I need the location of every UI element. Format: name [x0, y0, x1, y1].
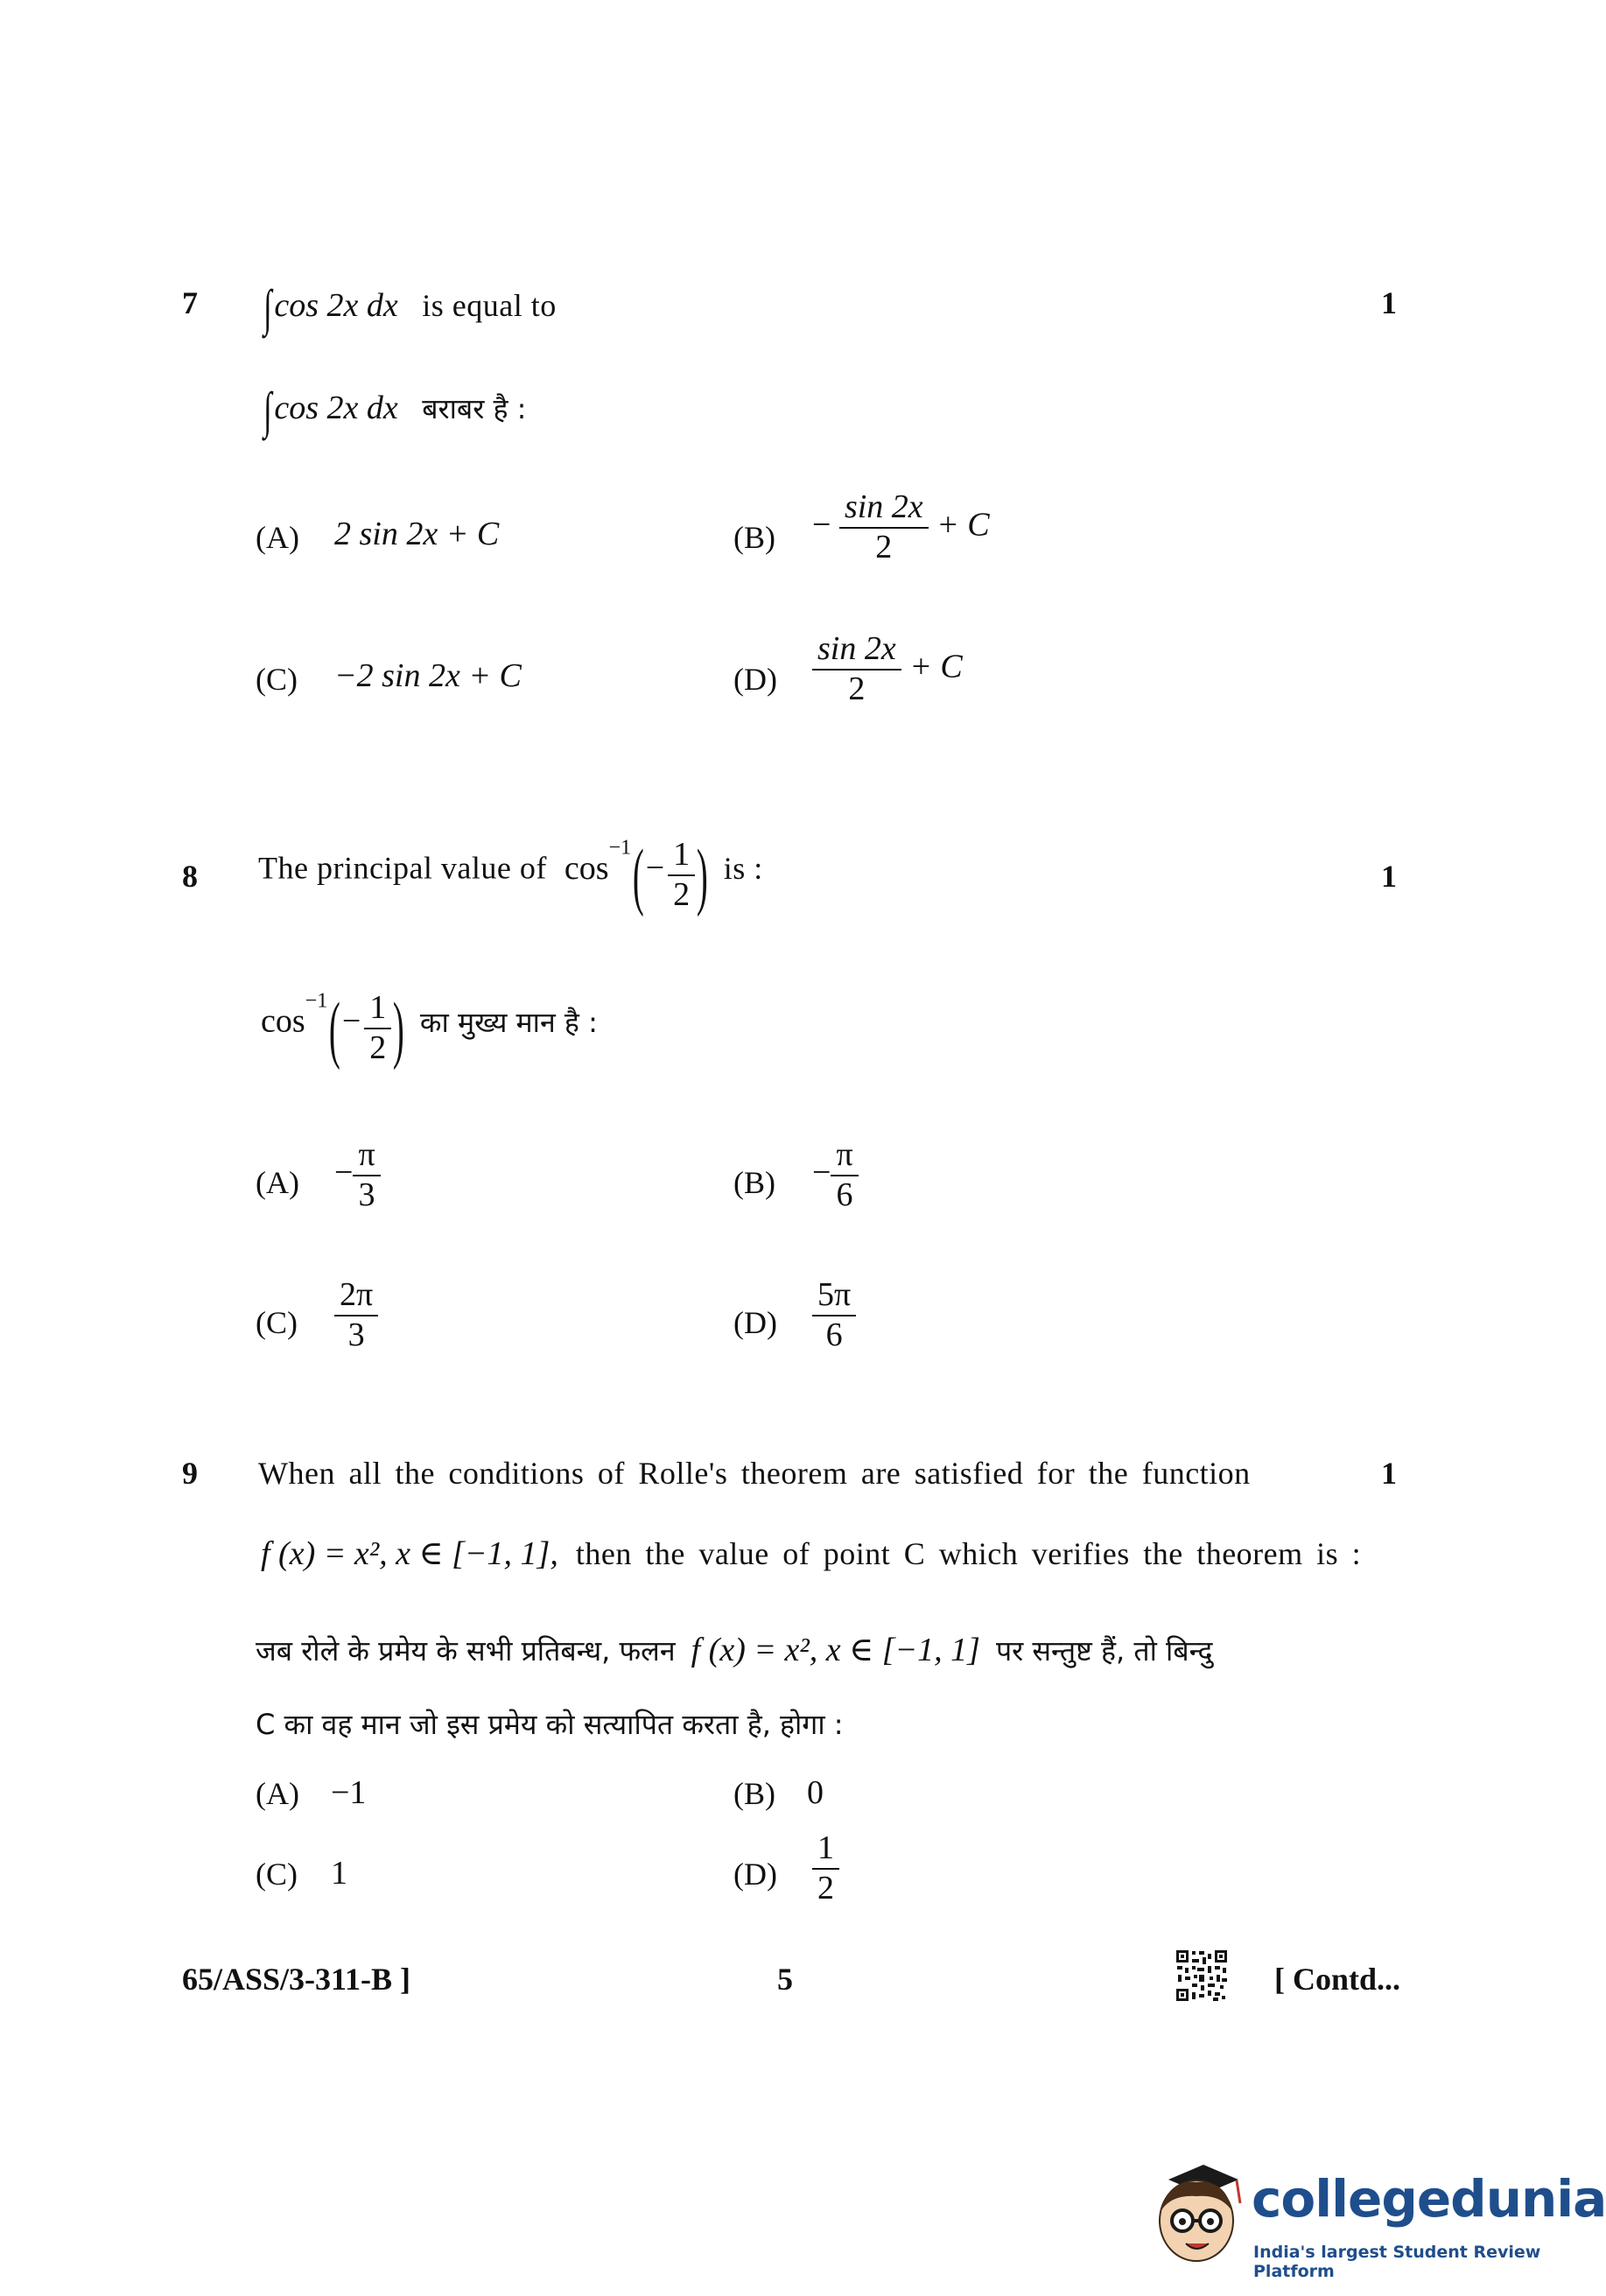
- q9-en-line2-row: [261, 1534, 1361, 1573]
- q9-option-c-label[interactable]: (C): [256, 1857, 298, 1892]
- q9-d-num: 1: [812, 1831, 839, 1870]
- q8-number: 8: [182, 859, 198, 894]
- q7-hi-text: बराबर है :: [422, 392, 527, 425]
- q9-hi-line1-a: जब रोले के प्रमेय के सभी प्रतिबन्ध, फलन: [256, 1634, 676, 1668]
- q7-option-b-label[interactable]: (B): [733, 520, 775, 555]
- q8-b-num: π: [831, 1138, 858, 1176]
- q8-sup: −1: [608, 836, 632, 860]
- q7-b-suffix: + C: [936, 506, 990, 544]
- qr-code-icon: [1175, 1948, 1229, 2003]
- q8-a-den: 3: [358, 1176, 375, 1213]
- page-number: 5: [777, 1962, 793, 1997]
- collegedunia-tagline: India's largest Student Review Platform: [1253, 2243, 1541, 2281]
- q9-marks: 1: [1381, 1456, 1397, 1491]
- q7-option-a-value: 2 sin 2x + C: [334, 516, 500, 552]
- q9-option-d-label[interactable]: (D): [733, 1857, 777, 1892]
- q8-option-b-value: [812, 1138, 859, 1213]
- integral-symbol: ∫: [263, 382, 272, 439]
- q9-option-b-label[interactable]: (B): [733, 1776, 775, 1811]
- q9-hi-line2: C का वह मान जो इस प्रमेय को सत्यापित करता है, होगा :: [256, 1708, 844, 1741]
- q9-func-expr: f (x) = x², x ∈ [−1, 1],: [261, 1535, 558, 1572]
- q8-d-den: 6: [825, 1316, 843, 1353]
- q8-b-den: 6: [836, 1176, 853, 1213]
- q7-option-d-value: [812, 632, 963, 707]
- q8-arg-den: 2: [673, 876, 691, 913]
- q8-arg-sign-hi: −: [341, 1002, 361, 1040]
- q8-c-num: 2π: [334, 1278, 378, 1317]
- q7-d-suffix: + C: [909, 648, 963, 685]
- q8-a-minus: −: [334, 1154, 354, 1191]
- q7-b-den: 2: [875, 528, 893, 565]
- paper-code: 65/ASS/3-311-B ]: [182, 1962, 411, 1997]
- q8-option-d-label[interactable]: (D): [733, 1305, 777, 1340]
- q9-hi-line1-row: [256, 1630, 1212, 1669]
- q9-option-a-label[interactable]: (A): [256, 1776, 299, 1811]
- q7-option-d-label[interactable]: (D): [733, 662, 777, 697]
- collegedunia-brand: collegedunia: [1252, 2169, 1606, 2229]
- q8-b-minus: −: [812, 1154, 831, 1191]
- q7-number: 7: [182, 285, 198, 320]
- q7-option-c-label[interactable]: (C): [256, 662, 298, 697]
- q9-option-a-value: −1: [331, 1774, 367, 1811]
- q8-arg-num: 1: [668, 838, 695, 876]
- q8-option-c-label[interactable]: (C): [256, 1305, 298, 1340]
- q9-hi-line1-b: पर सन्तुष्ट हैं, तो बिन्दु: [995, 1634, 1213, 1668]
- q8-option-c-value: [334, 1278, 378, 1353]
- right-paren: ): [393, 987, 405, 1071]
- q8-arg-den-hi: 2: [369, 1029, 387, 1066]
- q7-marks: 1: [1381, 285, 1397, 320]
- q7-option-a-label[interactable]: (A): [256, 520, 299, 555]
- contd-label: [ Contd...: [1274, 1962, 1401, 1997]
- q8-func: cos: [564, 849, 609, 887]
- q9-d-den: 2: [817, 1869, 834, 1906]
- q8-option-a-label[interactable]: (A): [256, 1165, 299, 1200]
- q7-stem-en: [261, 278, 557, 337]
- integral-symbol: ∫: [263, 279, 272, 336]
- q8-marks: 1: [1381, 859, 1397, 894]
- q8-stem-en: [258, 832, 763, 919]
- left-paren: (: [329, 987, 340, 1071]
- q9-en-line2: then the value of point C which verifies the theorem is :: [575, 1536, 1362, 1571]
- q8-func-hi: cos: [261, 1002, 305, 1040]
- q7-b-num: sin 2x: [839, 490, 929, 529]
- q7-en-text: is equal to: [422, 288, 557, 323]
- q9-option-b-value: 0: [807, 1774, 824, 1811]
- q9-option-c-value: 1: [331, 1855, 347, 1892]
- q8-en-suffix: is :: [723, 850, 763, 886]
- collegedunia-mascot-icon: [1142, 2140, 1256, 2271]
- q8-stem-hi: [261, 985, 598, 1072]
- q8-c-den: 3: [347, 1316, 365, 1353]
- q7-stem-hi: [261, 381, 526, 439]
- q9-number: 9: [182, 1456, 198, 1491]
- q9-hi-func-expr: f (x) = x², x ∈ [−1, 1]: [691, 1632, 980, 1668]
- q7-option-c-value: −2 sin 2x + C: [334, 657, 522, 694]
- right-paren: ): [697, 833, 708, 917]
- left-paren: (: [632, 833, 644, 917]
- q8-d-num: 5π: [812, 1278, 856, 1317]
- q8-option-d-value: [812, 1278, 856, 1353]
- q8-option-a-value: [334, 1138, 381, 1213]
- q8-option-b-label[interactable]: (B): [733, 1165, 775, 1200]
- q8-arg-sign: −: [645, 849, 665, 887]
- q7-d-num: sin 2x: [812, 632, 901, 671]
- q7-option-b-value: [812, 490, 990, 565]
- q7-b-minus: −: [812, 506, 831, 544]
- q7-integral-expr: cos 2x dx: [274, 287, 398, 324]
- q9-option-d-value: [812, 1831, 839, 1906]
- q8-arg-num-hi: 1: [364, 991, 391, 1029]
- q7-d-den: 2: [848, 670, 866, 707]
- q8-en-prefix: The principal value of: [258, 850, 547, 886]
- q9-en-line1: When all the conditions of Rolle's theorem are satisfied for the function: [258, 1456, 1251, 1491]
- q8-sup-hi: −1: [305, 989, 328, 1013]
- q7-integral-expr-hi: cos 2x dx: [274, 390, 398, 426]
- q8-hi-suffix: का मुख्य मान है :: [419, 1005, 598, 1039]
- q8-a-num: π: [353, 1138, 380, 1176]
